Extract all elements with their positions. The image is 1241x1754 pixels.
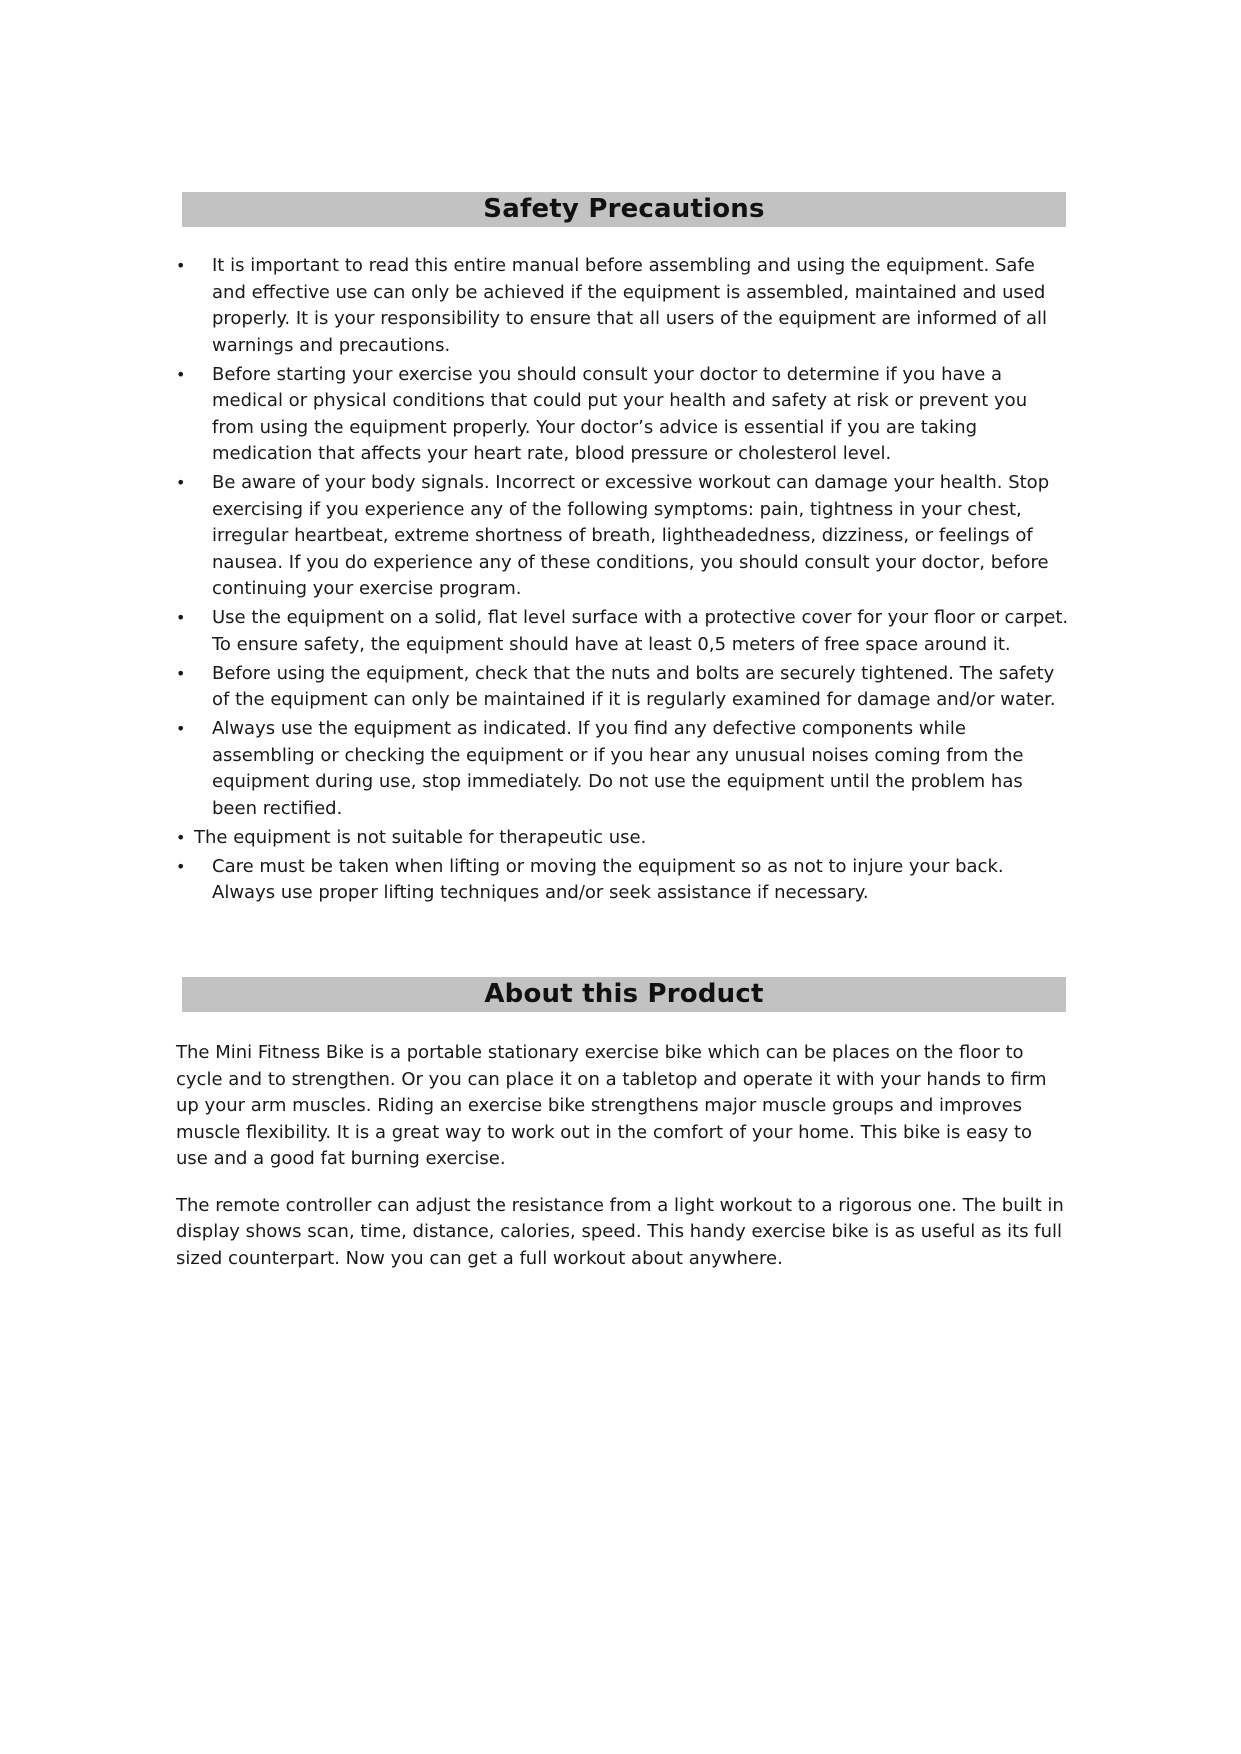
list-item bbox=[172, 605, 1072, 658]
list-item-text: Be aware of your body signals. Incorrect or excessive workout can damage your health. Stop exercising if you experience any of the following symptoms: pain, tightness in your chest, irregular heartbeat, extreme shortness of breath, lightheadedness, dizziness, or feelings of nausea. If you do experience any of these conditions, you should consult your doctor, before continuing your exercise program. bbox=[212, 472, 1050, 599]
list-item bbox=[172, 825, 1072, 852]
list-item-text: Before using the equipment, check that the nuts and bolts are securely tightened. The safety of the equipment can only be maintained if it is regularly examined for damage and/or water. bbox=[212, 662, 1056, 710]
bullet-icon: • bbox=[176, 663, 186, 683]
list-item-text: It is important to read this entire manual before assembling and using the equipment. Safe and effective use can only be achieved if the equipment is assembled, maintained and used properly. It is your responsibility to ensure that all users of the equipment are informed of all warnings and precautions. bbox=[212, 255, 1048, 356]
list-item-text: Care must be taken when lifting or moving the equipment so as not to injure your back. Always use proper lifting techniques and/or seek assistance if necessary. bbox=[212, 855, 1004, 903]
list-item bbox=[172, 854, 1072, 907]
list-item bbox=[172, 362, 1072, 468]
about-product-heading: About this Product bbox=[182, 977, 1066, 1012]
bullet-icon: • bbox=[176, 827, 186, 847]
bullet-icon: • bbox=[176, 364, 186, 384]
list-item-text: The equipment is not suitable for therapeutic use. bbox=[194, 826, 647, 848]
list-item bbox=[172, 470, 1072, 603]
safety-precautions-heading: Safety Precautions bbox=[182, 192, 1066, 227]
bullet-icon: • bbox=[176, 256, 186, 275]
list-item bbox=[172, 661, 1072, 714]
about-paragraph: The remote controller can adjust the resistance from a light workout to a rigorous one. The built in display shows scan, time, distance, calories, speed. This handy exercise bike is as useful as its full sized counterpart. Now you can get a full workout about anywhere. bbox=[176, 1194, 1064, 1269]
bullet-icon: • bbox=[176, 719, 186, 738]
list-item bbox=[172, 716, 1072, 822]
bullet-icon: • bbox=[176, 473, 186, 492]
safety-precautions-list bbox=[172, 253, 1072, 909]
list-item-text: Before starting your exercise you should consult your doctor to determine if you have a medical or physical conditions that could put your health and safety at risk or prevent you from using the equipment properly. Your doctor’s advice is essential if you are taking medication that affects your heart rate, blood pressure or cholesterol level. bbox=[212, 363, 1028, 464]
bullet-icon: • bbox=[176, 856, 186, 876]
list-item-text: Always use the equipment as indicated. If you find any defective components while assembling or checking the equipment or if you hear any unusual noises coming from the equipment during use, stop immediately. Do not use the equipment until the problem has been rectified. bbox=[212, 718, 1024, 819]
list-item bbox=[172, 253, 1072, 359]
bullet-icon: • bbox=[176, 608, 186, 627]
about-product-body bbox=[176, 1040, 1066, 1292]
about-paragraph: The Mini Fitness Bike is a portable stationary exercise bike which can be places on the floor to cycle and to strengthen. Or you can place it on a tabletop and operate it with your hands to firm up your arm muscles. Riding an exercise bike strengthens major muscle groups and improves muscle flexibility. It is a great way to work out in the comfort of your home. This bike is easy to use and a good fat burning exercise. bbox=[176, 1042, 1047, 1169]
list-item-text: Use the equipment on a solid, flat level surface with a protective cover for your floor or carpet. To ensure safety, the equipment should have at least 0,5 meters of free space around it. bbox=[212, 607, 1069, 655]
